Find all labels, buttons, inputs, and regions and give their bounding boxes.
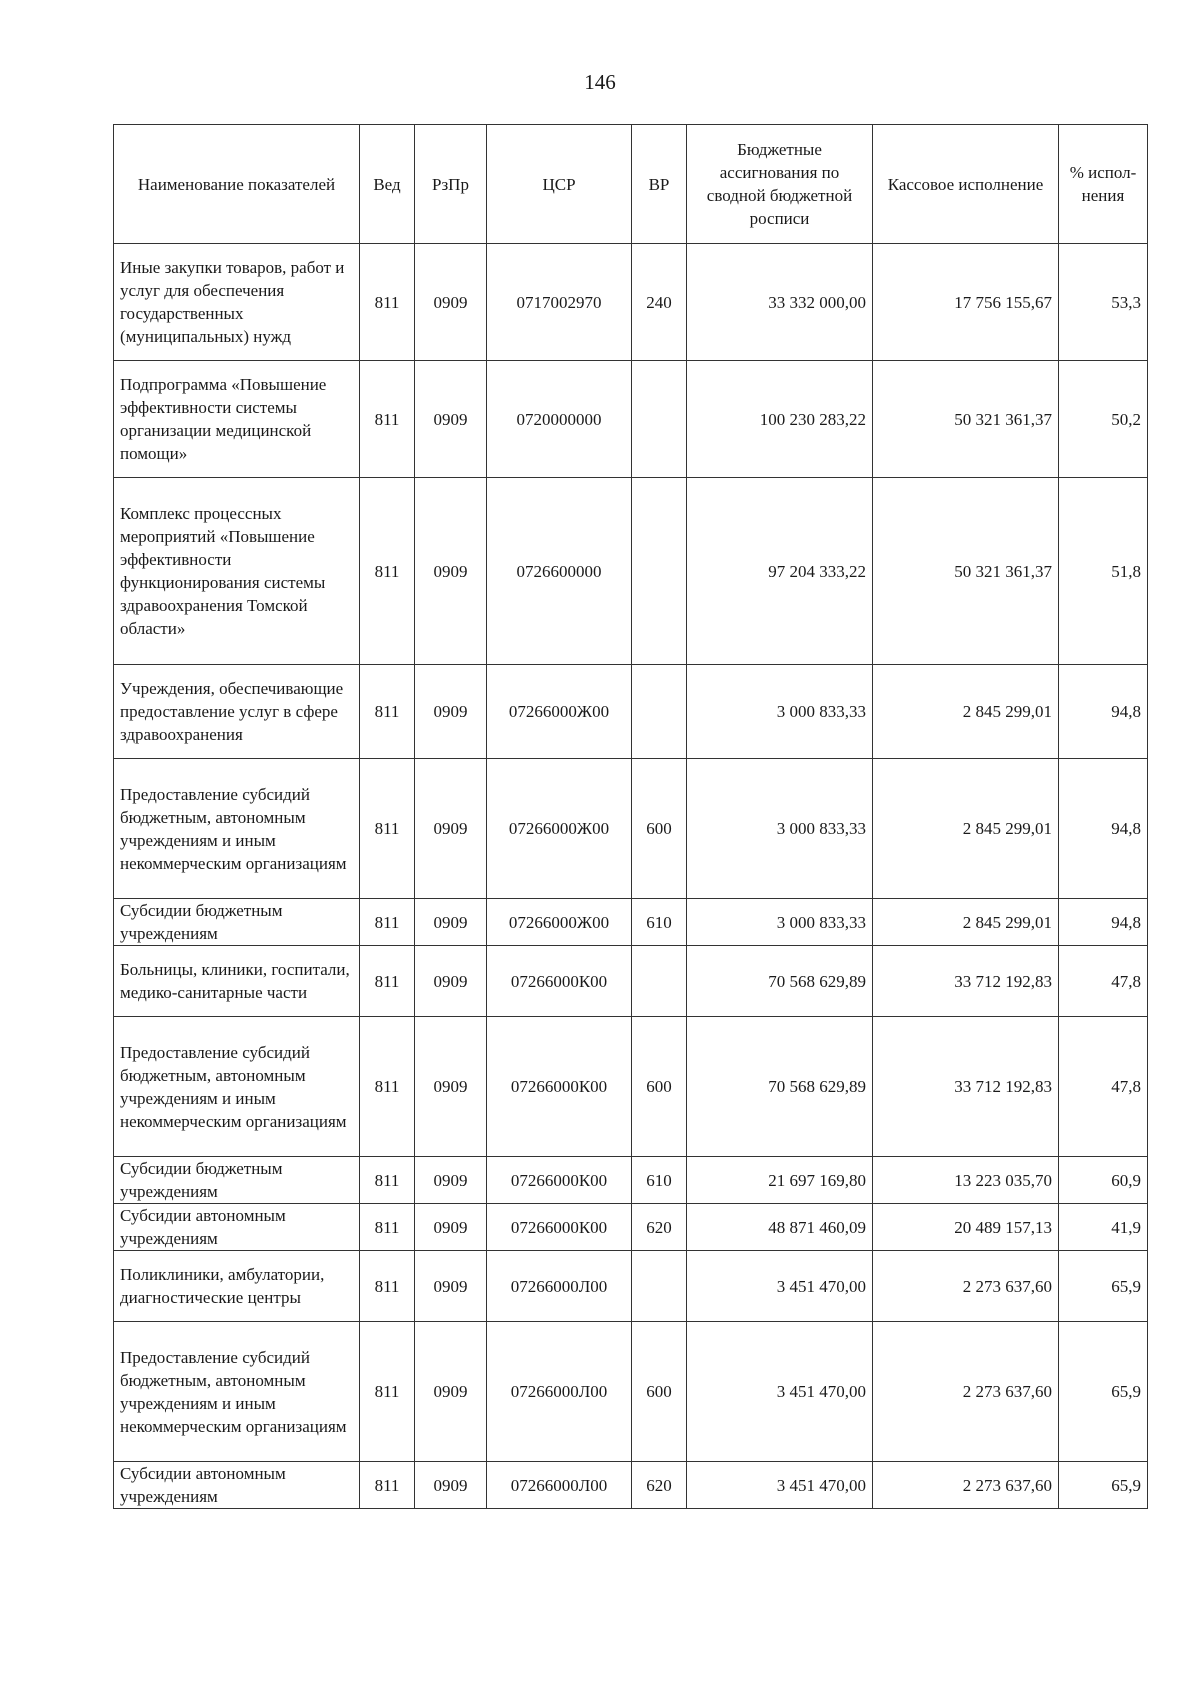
- row-cash: 2 273 637,60: [873, 1462, 1059, 1509]
- row-rzpr: 0909: [415, 478, 487, 665]
- header-budget: Бюджетные ассигнования по сводной бюджетной росписи: [687, 125, 873, 244]
- row-name: Субсидии бюджетным учреждениям: [114, 899, 360, 946]
- row-cash: 2 273 637,60: [873, 1251, 1059, 1322]
- row-percent: 94,8: [1059, 665, 1148, 759]
- row-cash: 2 845 299,01: [873, 665, 1059, 759]
- row-cash: 13 223 035,70: [873, 1157, 1059, 1204]
- table-row: [114, 361, 1148, 478]
- row-cash: 2 845 299,01: [873, 899, 1059, 946]
- table-row: [114, 1157, 1148, 1204]
- row-ved: 811: [360, 1251, 415, 1322]
- row-cash: 33 712 192,83: [873, 1017, 1059, 1157]
- row-percent: 41,9: [1059, 1204, 1148, 1251]
- table-row: [114, 1322, 1148, 1462]
- row-csr: 07266000Ж00: [487, 759, 632, 899]
- table-header-row: [114, 125, 1148, 244]
- table-row: [114, 899, 1148, 946]
- row-vr: 620: [632, 1462, 687, 1509]
- row-vr: 620: [632, 1204, 687, 1251]
- row-name: Комплекс процессных мероприятий «Повышение эффективности функционирования системы здравоохранения Томской области»: [114, 478, 360, 665]
- row-ved: 811: [360, 946, 415, 1017]
- table-row: [114, 1017, 1148, 1157]
- row-budget: 97 204 333,22: [687, 478, 873, 665]
- row-cash: 50 321 361,37: [873, 361, 1059, 478]
- row-rzpr: 0909: [415, 1462, 487, 1509]
- table-row: [114, 478, 1148, 665]
- row-name: Предоставление субсидий бюджетным, автономным учреждениям и иным некоммерческим организациям: [114, 1017, 360, 1157]
- row-csr: 07266000Л00: [487, 1251, 632, 1322]
- table-row: [114, 1462, 1148, 1509]
- header-rzpr: РзПр: [415, 125, 487, 244]
- row-budget: 3 451 470,00: [687, 1251, 873, 1322]
- header-percent: % испол-нения: [1059, 125, 1148, 244]
- row-budget: 3 451 470,00: [687, 1322, 873, 1462]
- row-ved: 811: [360, 1017, 415, 1157]
- row-rzpr: 0909: [415, 665, 487, 759]
- row-vr: [632, 1251, 687, 1322]
- row-ved: 811: [360, 1322, 415, 1462]
- row-ved: 811: [360, 665, 415, 759]
- row-vr: 600: [632, 759, 687, 899]
- row-percent: 50,2: [1059, 361, 1148, 478]
- row-name: Учреждения, обеспечивающие предоставление услуг в сфере здравоохранения: [114, 665, 360, 759]
- row-budget: 21 697 169,80: [687, 1157, 873, 1204]
- row-percent: 51,8: [1059, 478, 1148, 665]
- row-cash: 2 845 299,01: [873, 759, 1059, 899]
- row-rzpr: 0909: [415, 1017, 487, 1157]
- row-budget: 3 000 833,33: [687, 665, 873, 759]
- table-row: [114, 759, 1148, 899]
- row-cash: 33 712 192,83: [873, 946, 1059, 1017]
- row-vr: [632, 478, 687, 665]
- page-number: 146: [584, 70, 616, 94]
- row-ved: 811: [360, 899, 415, 946]
- header-cash: Кассовое исполнение: [873, 125, 1059, 244]
- row-vr: [632, 946, 687, 1017]
- table-row: [114, 244, 1148, 361]
- header-ved: Вед: [360, 125, 415, 244]
- row-csr: 0726600000: [487, 478, 632, 665]
- row-name: Поликлиники, амбулатории, диагностические центры: [114, 1251, 360, 1322]
- header-csr: ЦСР: [487, 125, 632, 244]
- row-csr: 07266000К00: [487, 946, 632, 1017]
- row-ved: 811: [360, 244, 415, 361]
- row-name: Субсидии бюджетным учреждениям: [114, 1157, 360, 1204]
- row-cash: 50 321 361,37: [873, 478, 1059, 665]
- row-budget: 100 230 283,22: [687, 361, 873, 478]
- row-rzpr: 0909: [415, 1251, 487, 1322]
- table-row: [114, 665, 1148, 759]
- row-vr: 240: [632, 244, 687, 361]
- header-vr: ВР: [632, 125, 687, 244]
- row-percent: 60,9: [1059, 1157, 1148, 1204]
- row-csr: 0717002970: [487, 244, 632, 361]
- row-percent: 65,9: [1059, 1322, 1148, 1462]
- row-rzpr: 0909: [415, 1204, 487, 1251]
- row-percent: 47,8: [1059, 946, 1148, 1017]
- header-name: Наименование показателей: [114, 125, 360, 244]
- row-percent: 47,8: [1059, 1017, 1148, 1157]
- row-csr: 07266000Ж00: [487, 665, 632, 759]
- row-ved: 811: [360, 1157, 415, 1204]
- row-budget: 3 000 833,33: [687, 899, 873, 946]
- row-vr: 600: [632, 1322, 687, 1462]
- row-budget: 70 568 629,89: [687, 1017, 873, 1157]
- row-vr: [632, 665, 687, 759]
- row-cash: 17 756 155,67: [873, 244, 1059, 361]
- row-csr: 07266000Л00: [487, 1462, 632, 1509]
- row-vr: 600: [632, 1017, 687, 1157]
- row-ved: 811: [360, 478, 415, 665]
- row-vr: 610: [632, 1157, 687, 1204]
- row-name: Предоставление субсидий бюджетным, автономным учреждениям и иным некоммерческим организациям: [114, 1322, 360, 1462]
- row-rzpr: 0909: [415, 899, 487, 946]
- row-name: Субсидии автономным учреждениям: [114, 1204, 360, 1251]
- row-rzpr: 0909: [415, 759, 487, 899]
- row-budget: 48 871 460,09: [687, 1204, 873, 1251]
- row-ved: 811: [360, 361, 415, 478]
- budget-execution-table: [113, 124, 1148, 1509]
- row-rzpr: 0909: [415, 361, 487, 478]
- row-csr: 07266000Л00: [487, 1322, 632, 1462]
- row-ved: 811: [360, 1204, 415, 1251]
- row-csr: 07266000К00: [487, 1017, 632, 1157]
- row-rzpr: 0909: [415, 244, 487, 361]
- row-budget: 70 568 629,89: [687, 946, 873, 1017]
- row-name: Иные закупки товаров, работ и услуг для обеспечения государственных (муниципальных) нужд: [114, 244, 360, 361]
- row-rzpr: 0909: [415, 1322, 487, 1462]
- row-csr: 07266000К00: [487, 1204, 632, 1251]
- row-budget: 33 332 000,00: [687, 244, 873, 361]
- table-row: [114, 946, 1148, 1017]
- row-percent: 65,9: [1059, 1251, 1148, 1322]
- row-cash: 2 273 637,60: [873, 1322, 1059, 1462]
- row-csr: 07266000К00: [487, 1157, 632, 1204]
- row-rzpr: 0909: [415, 946, 487, 1017]
- table-row: [114, 1251, 1148, 1322]
- row-ved: 811: [360, 1462, 415, 1509]
- row-budget: 3 000 833,33: [687, 759, 873, 899]
- row-csr: 0720000000: [487, 361, 632, 478]
- row-budget: 3 451 470,00: [687, 1462, 873, 1509]
- row-ved: 811: [360, 759, 415, 899]
- row-cash: 20 489 157,13: [873, 1204, 1059, 1251]
- row-name: Субсидии автономным учреждениям: [114, 1462, 360, 1509]
- row-csr: 07266000Ж00: [487, 899, 632, 946]
- row-name: Предоставление субсидий бюджетным, автономным учреждениям и иным некоммерческим организациям: [114, 759, 360, 899]
- row-vr: [632, 361, 687, 478]
- row-name: Подпрограмма «Повышение эффективности системы организации медицинской помощи»: [114, 361, 360, 478]
- row-percent: 65,9: [1059, 1462, 1148, 1509]
- row-percent: 53,3: [1059, 244, 1148, 361]
- row-name: Больницы, клиники, госпитали, медико-санитарные части: [114, 946, 360, 1017]
- row-rzpr: 0909: [415, 1157, 487, 1204]
- table-row: [114, 1204, 1148, 1251]
- row-vr: 610: [632, 899, 687, 946]
- row-percent: 94,8: [1059, 899, 1148, 946]
- row-percent: 94,8: [1059, 759, 1148, 899]
